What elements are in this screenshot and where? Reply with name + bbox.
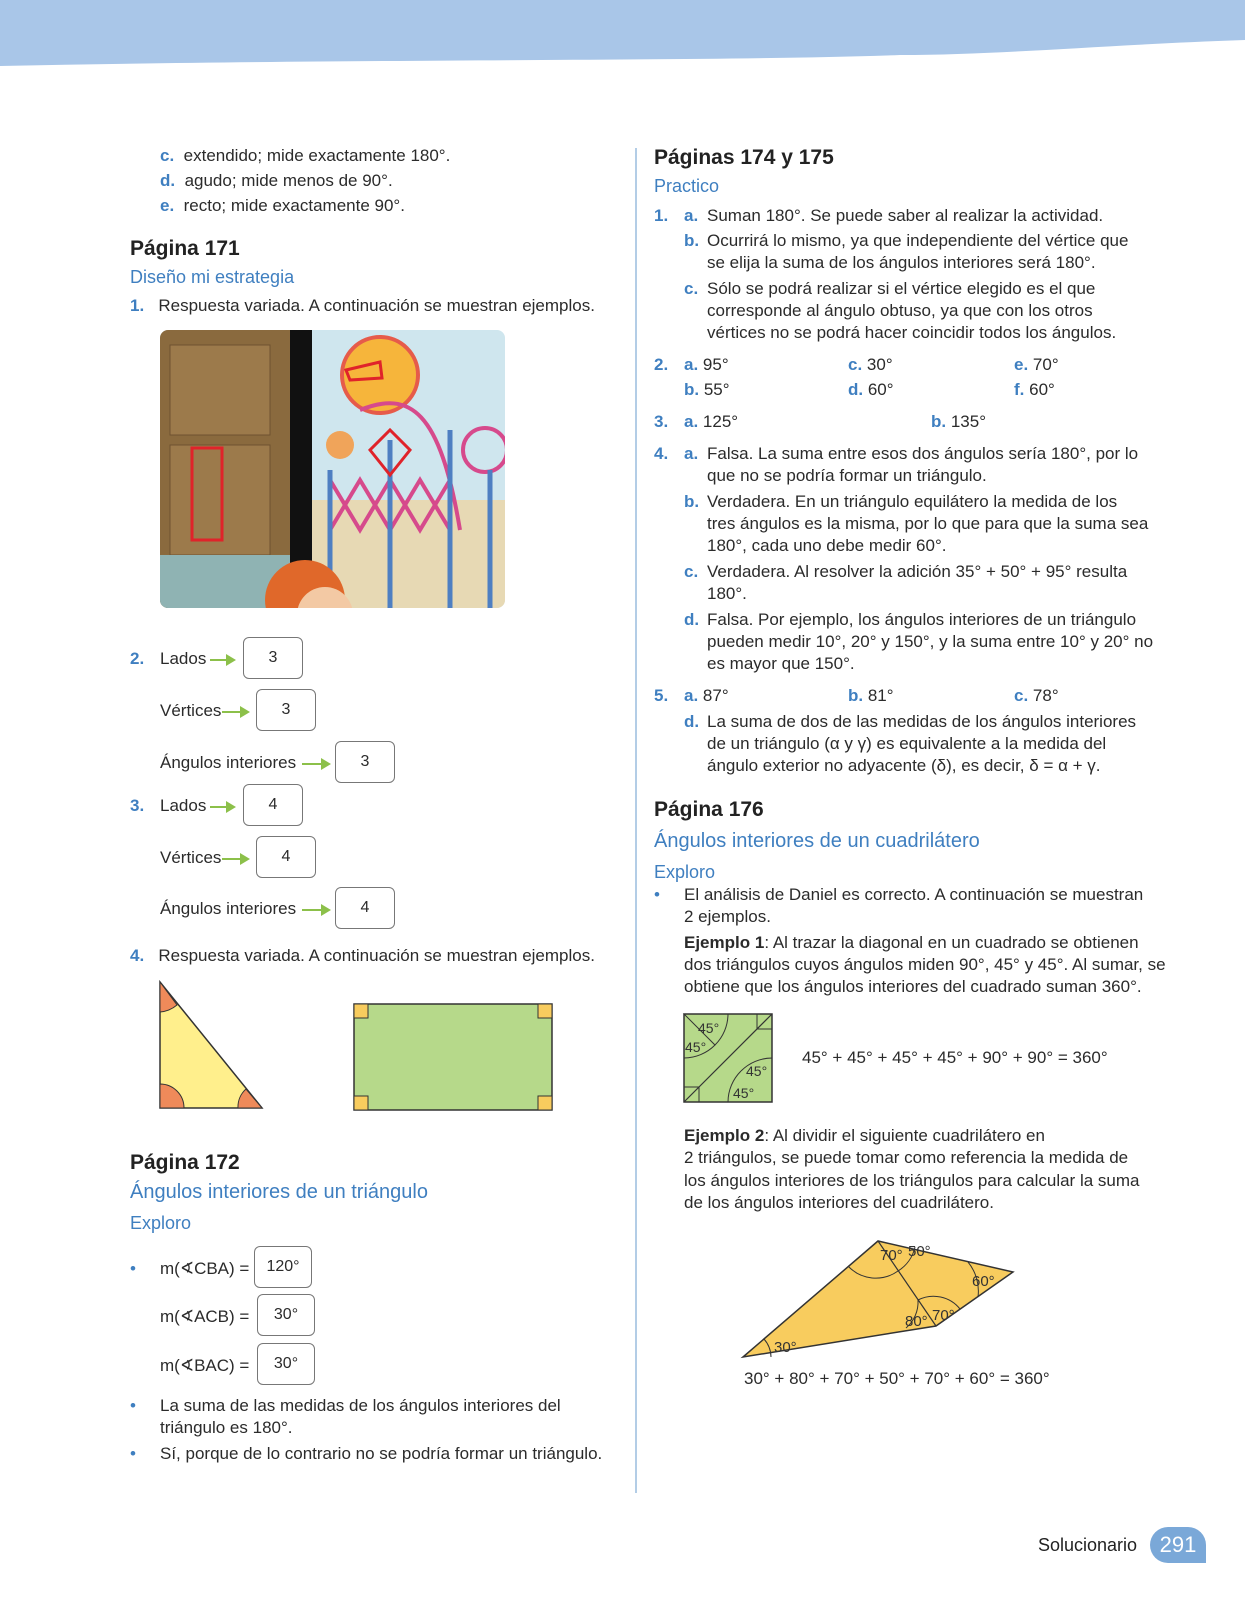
triangle-figure [158, 980, 268, 1110]
equation-1: 45° + 45° + 45° + 45° + 90° + 90° = 360° [802, 1048, 1108, 1067]
list-item-e: e. recto; mide exactamente 90°. [160, 196, 405, 215]
quad-angle-60: 60° [972, 1273, 995, 1290]
q2-angulos-box: 3 [335, 741, 395, 783]
ej1-line3: obtiene que los ángulos interiores del cuadrado suman 360°. [684, 977, 1142, 996]
q5b: b. 81° [848, 686, 894, 705]
q4c-letter: c. [684, 562, 699, 581]
p176-b1-l2: 2 ejemplos. [684, 907, 771, 926]
m2-label: m(∢ACB) = [160, 1307, 250, 1326]
quad-angle-30: 30° [774, 1339, 797, 1356]
q5a: a. 87° [684, 686, 729, 705]
list-item-c: c. extendido; mide exactamente 180°. [160, 146, 451, 165]
q4c-t1: Verdadera. Al resolver la adición 35° + 50° + 95° resulta [707, 562, 1128, 581]
q5c: c. 78° [1014, 686, 1059, 705]
m1-label: m(∢CBA) = [160, 1259, 250, 1278]
q1c-t1: Sólo se podrá realizar si el vértice elegido es el que [707, 279, 1096, 298]
q4d-letter: d. [684, 610, 700, 629]
arrow-icon [222, 711, 246, 713]
column-divider [635, 148, 637, 1493]
bullet-icon: • [130, 1259, 136, 1278]
p172-b1-line2: triángulo es 180°. [160, 1418, 293, 1437]
q1a-letter: a. [684, 206, 699, 225]
p172-b1-line1: La suma de las medidas de los ángulos interiores del [160, 1396, 561, 1415]
sq-angle-2: 45° [685, 1039, 707, 1055]
q3-lados-label: Lados [160, 796, 207, 815]
arrow-icon [302, 909, 327, 911]
subsection-exploro: Exploro [130, 1213, 192, 1233]
q2a: a. 95° [684, 355, 729, 374]
page-title-176: Página 176 [654, 798, 764, 821]
page-title-172: Página 172 [130, 1151, 240, 1174]
q1b-t2: se elija la suma de los ángulos interiores será 180°. [707, 253, 1096, 272]
q3-angulos-label: Ángulos interiores [160, 899, 297, 918]
arrow-icon [210, 659, 232, 661]
q2d: d. 60° [848, 380, 894, 399]
bullet-icon: • [654, 885, 660, 904]
quad-angle-70a: 70° [880, 1247, 903, 1264]
q4b-t2: tres ángulos es la misma, por lo que para que la suma sea [707, 514, 1149, 533]
subsection-exploro-176: Exploro [654, 862, 716, 882]
q2-angulos-label: Ángulos interiores [160, 753, 297, 772]
q2f: f. 60° [1014, 380, 1055, 399]
q2-vertices-box: 3 [256, 689, 316, 731]
q2-lados-label: Lados [160, 649, 207, 668]
q1-171: 1. Respuesta variada. A continuación se muestran ejemplos. [130, 296, 595, 315]
header-band [0, 0, 1245, 70]
page-title-171: Página 171 [130, 237, 240, 260]
q5d-t3: ángulo exterior no adyacente (δ), es decir, δ = α + γ. [707, 756, 1101, 775]
q4c-t2: 180°. [707, 584, 747, 603]
square-figure [682, 1012, 774, 1104]
ej2-line3: los ángulos interiores de los triángulos para calcular la suma [684, 1171, 1140, 1190]
q5d-t2: de un triángulo (α y γ) es equivalente a la medida del [707, 734, 1107, 753]
q4a-t1: Falsa. La suma entre esos dos ángulos sería 180°, por lo [707, 444, 1139, 463]
p172-b2: Sí, porque de lo contrario no se podría formar un triángulo. [160, 1444, 603, 1463]
q4d-t1: Falsa. Por ejemplo, los ángulos interiores de un triángulo [707, 610, 1137, 629]
p176-b1-l1: El análisis de Daniel es correcto. A continuación se muestran [684, 885, 1144, 904]
subsection-practico: Practico [654, 176, 720, 196]
q1c-t2: corresponde al ángulo obtuso, ya que con los otros [707, 301, 1093, 320]
q5d-t1: La suma de dos de las medidas de los ángulos interiores [707, 712, 1137, 731]
ej2-line2: 2 triángulos, se puede tomar como referencia la medida de [684, 1148, 1129, 1167]
q1c-letter: c. [684, 279, 699, 298]
section-triangulo: Ángulos interiores de un triángulo [130, 1181, 428, 1203]
quad-angle-80: 80° [905, 1313, 928, 1330]
ferris-wheel-illustration [160, 330, 505, 608]
quadrilateral-figure [740, 1225, 1020, 1360]
q1-num: 1. [654, 206, 669, 225]
q2e: e. 70° [1014, 355, 1059, 374]
q4b-t3: 180°, cada uno debe medir 60°. [707, 536, 947, 555]
m3-box: 30° [257, 1343, 315, 1385]
bullet-icon: • [130, 1396, 136, 1415]
q2-num: 2. [130, 649, 145, 668]
q3-num-r: 3. [654, 412, 669, 431]
section-cuadrilatero: Ángulos interiores de un cuadrilátero [654, 830, 980, 852]
q3-num: 3. [130, 796, 145, 815]
q4a-letter: a. [684, 444, 699, 463]
q2-vertices-label: Vértices [160, 701, 222, 720]
quad-angle-50: 50° [908, 1243, 931, 1260]
bullet-icon: • [130, 1444, 136, 1463]
quad-angle-70b: 70° [932, 1307, 955, 1324]
q4b-letter: b. [684, 492, 700, 511]
m2-box: 30° [257, 1294, 315, 1336]
ej2-line4: de los ángulos interiores del cuadrilátero. [684, 1193, 994, 1212]
q3-vertices-label: Vértices [160, 848, 222, 867]
ej1-line2: dos triángulos cuyos ángulos miden 90°, 45° y 45°. Al sumar, se [684, 955, 1166, 974]
q5d-letter: d. [684, 712, 700, 731]
footer-label: Solucionario [1037, 1535, 1137, 1555]
q3a: a. 125° [684, 412, 739, 431]
rectangle-figure [352, 1002, 554, 1112]
q1b-t1: Ocurrirá lo mismo, ya que independiente del vértice que [707, 231, 1129, 250]
arrow-icon [302, 763, 327, 765]
q2-lados-box: 3 [243, 637, 303, 679]
m1-box: 120° [254, 1246, 312, 1288]
q2c: c. 30° [848, 355, 893, 374]
q4-171: 4. Respuesta variada. A continuación se muestran ejemplos. [130, 946, 595, 965]
page-title-174: Páginas 174 y 175 [654, 146, 834, 169]
q4b-t1: Verdadera. En un triángulo equilátero la medida de los [707, 492, 1118, 511]
q2-num-r: 2. [654, 355, 669, 374]
section-diseno: Diseño mi estrategia [130, 267, 295, 287]
m3-label: m(∢BAC) = [160, 1356, 250, 1375]
q4d-t3: es mayor que 150°. [707, 654, 855, 673]
q3-lados-box: 4 [243, 784, 303, 826]
q4a-t2: que no se podría formar un triángulo. [707, 466, 987, 485]
sq-angle-4: 45° [733, 1085, 755, 1101]
list-item-d: d. agudo; mide menos de 90°. [160, 171, 393, 190]
q3-vertices-box: 4 [256, 836, 316, 878]
arrow-icon [222, 858, 246, 860]
sq-angle-3: 45° [746, 1063, 768, 1079]
sq-angle-1: 45° [698, 1020, 720, 1036]
q1c-t3: vértices no se podrá hacer coincidir todos los ángulos. [707, 323, 1117, 342]
q5-num-r: 5. [654, 686, 669, 705]
q1b-letter: b. [684, 231, 700, 250]
arrow-icon [210, 806, 232, 808]
ej2-line1: Ejemplo 2: Al dividir el siguiente cuadrilátero en [684, 1126, 1045, 1145]
q1a-text: Suman 180°. Se puede saber al realizar la actividad. [707, 206, 1104, 225]
equation-2: 30° + 80° + 70° + 50° + 70° + 60° = 360° [744, 1369, 1050, 1388]
q2b: b. 55° [684, 380, 730, 399]
q4-num-r: 4. [654, 444, 669, 463]
q3-angulos-box: 4 [335, 887, 395, 929]
page-number: 291 [1150, 1527, 1206, 1563]
q3b: b. 135° [931, 412, 987, 431]
ej1-line1: Ejemplo 1: Al trazar la diagonal en un cuadrado se obtienen [684, 933, 1139, 952]
q4d-t2: pueden medir 10°, 20° y 150°, y la suma entre 10° y 20° no [707, 632, 1154, 651]
